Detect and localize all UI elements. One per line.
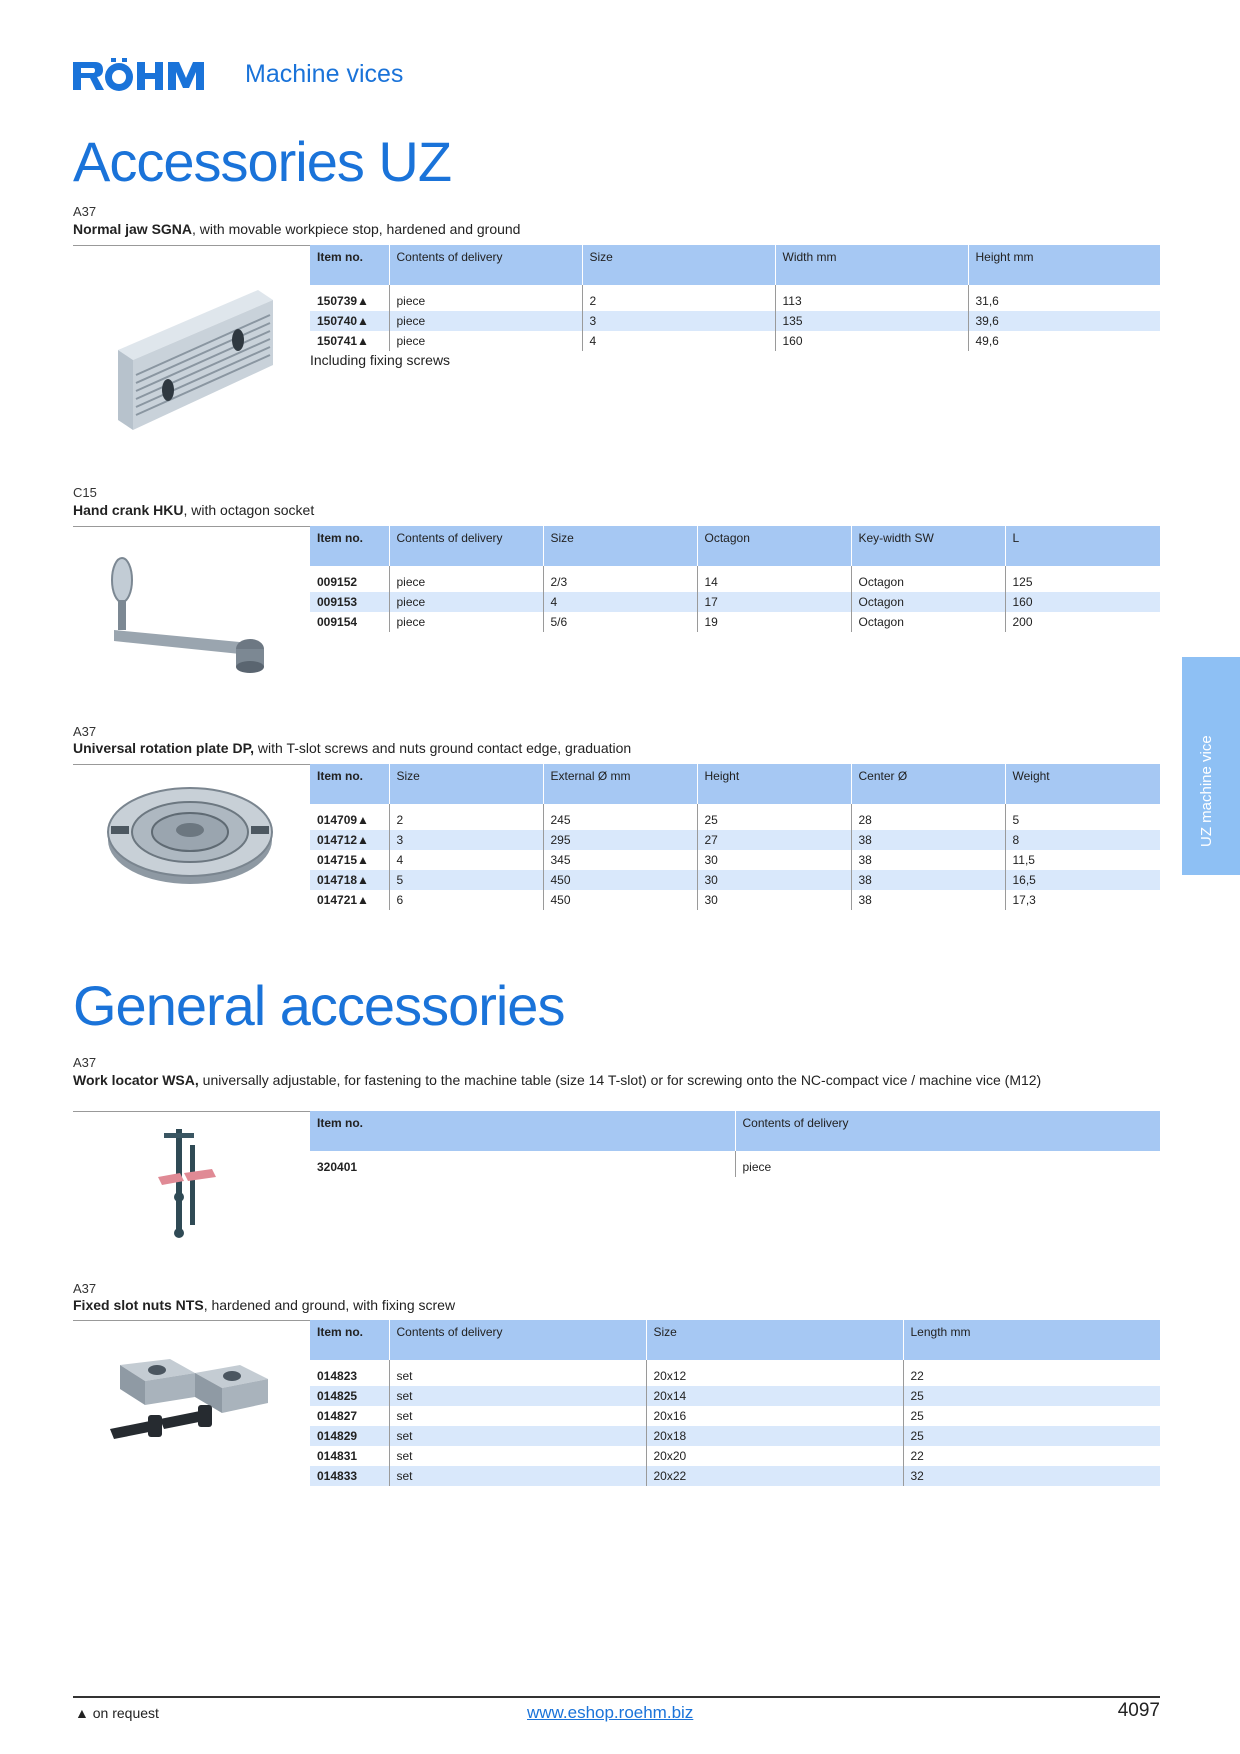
hand-crank-image — [100, 555, 280, 675]
table-row: 014833 set 20x22 32 — [310, 1466, 1160, 1486]
table-row: 009153 piece 4 17 Octagon 160 — [310, 592, 1160, 612]
table-row: 009152 piece 2/3 14 Octagon 125 — [310, 572, 1160, 592]
section-description: Normal jaw SGNA, with movable workpiece stop, hardened and ground — [73, 221, 521, 237]
page-title-general: General accessories — [73, 974, 565, 1037]
section-description: Hand crank HKU, with octagon socket — [73, 502, 315, 518]
roehm-logo — [73, 58, 211, 94]
product-name: Normal jaw SGNA — [73, 221, 193, 237]
col-header: Contents of delivery — [389, 245, 582, 285]
table-row: 014825 set 20x14 25 — [310, 1386, 1160, 1406]
table-row: 150741▲ piece 4 160 49,6 — [310, 331, 1160, 351]
series-title: Machine vices — [245, 60, 404, 88]
col-header: External Ø mm — [543, 764, 697, 804]
table-note: Including fixing screws — [310, 352, 451, 368]
section-code: A37 — [73, 204, 97, 219]
table-row: 150740▲ piece 3 135 39,6 — [310, 311, 1160, 331]
work-locator-image — [150, 1125, 230, 1240]
col-header: Center Ø — [851, 764, 1005, 804]
section-description: Fixed slot nuts NTS, hardened and ground, with fixing screw — [73, 1297, 456, 1313]
product-name: Work locator WSA, — [73, 1072, 199, 1088]
col-header: Size — [543, 526, 697, 566]
table-row: 014715▲ 4 345 30 38 11,5 — [310, 850, 1160, 870]
rotation-plate-image — [105, 780, 275, 890]
table-row: 150739▲ piece 2 113 31,6 — [310, 291, 1160, 311]
section-description: Universal rotation plate DP, with T-slot screws and nuts ground contact edge, graduation — [73, 740, 632, 756]
section-description: Work locator WSA, universally adjustable, for fastening to the machine table (size 14 T-slot) or for screwing onto the NC-compact vice / machine vice (M12) — [73, 1072, 1042, 1088]
col-header: Item no. — [310, 245, 389, 285]
section-code: C15 — [73, 485, 97, 500]
table-row: 014831 set 20x20 22 — [310, 1446, 1160, 1466]
slot-nuts-image — [100, 1355, 280, 1455]
col-header: Item no. — [310, 1320, 389, 1360]
table-row: 014721▲ 6 450 30 38 17,3 — [310, 890, 1160, 910]
page-number: 4097 — [1117, 1700, 1160, 1721]
product-name: Hand crank HKU — [73, 502, 184, 518]
table-row: 014829 set 20x18 25 — [310, 1426, 1160, 1446]
table-row: 014827 set 20x16 25 — [310, 1406, 1160, 1426]
col-header: Contents of delivery — [735, 1111, 1160, 1151]
table-row: 014823 set 20x12 22 — [310, 1366, 1160, 1386]
col-header: Size — [582, 245, 775, 285]
logo-wordmark: RÖHM — [73, 58, 77, 59]
table-row: 320401 piece — [310, 1157, 1160, 1177]
side-tab — [1182, 657, 1240, 875]
col-header: Height — [697, 764, 851, 804]
side-tab-label: UZ machine vice — [1198, 735, 1215, 847]
col-header: Item no. — [310, 764, 389, 804]
col-header: Key-width SW — [851, 526, 1005, 566]
col-header: Size — [646, 1320, 903, 1360]
hku-table — [310, 526, 1160, 632]
table-row: 014709▲ 2 245 25 28 5 — [310, 810, 1160, 830]
col-header: Size — [389, 764, 543, 804]
col-header: Octagon — [697, 526, 851, 566]
product-name: Fixed slot nuts NTS — [73, 1297, 204, 1313]
col-header: Contents of delivery — [389, 1320, 646, 1360]
footer-note: ▲ on request — [75, 1705, 159, 1721]
col-header: Weight — [1005, 764, 1160, 804]
section-code: A37 — [73, 1281, 97, 1296]
section-code: A37 — [73, 1055, 97, 1070]
dp-table — [310, 764, 1160, 910]
col-header: Height mm — [968, 245, 1160, 285]
section-code: A37 — [73, 724, 97, 739]
col-header: Width mm — [775, 245, 968, 285]
table-row: 014712▲ 3 295 27 38 8 — [310, 830, 1160, 850]
wsa-table — [310, 1111, 1160, 1177]
col-header: L — [1005, 526, 1160, 566]
nts-table — [310, 1320, 1160, 1486]
shop-link[interactable]: www.eshop.roehm.biz — [527, 1703, 694, 1722]
normal-jaw-image — [108, 280, 278, 440]
footer-divider — [73, 1696, 1160, 1698]
sgna-table — [310, 245, 1160, 351]
col-header: Item no. — [310, 526, 389, 566]
page-title-uz: Accessories UZ — [73, 130, 452, 193]
product-name: Universal rotation plate DP, — [73, 740, 255, 756]
table-row: 014718▲ 5 450 30 38 16,5 — [310, 870, 1160, 890]
table-row: 009154 piece 5/6 19 Octagon 200 — [310, 612, 1160, 632]
col-header: Length mm — [903, 1320, 1160, 1360]
col-header: Item no. — [310, 1111, 735, 1151]
col-header: Contents of delivery — [389, 526, 543, 566]
